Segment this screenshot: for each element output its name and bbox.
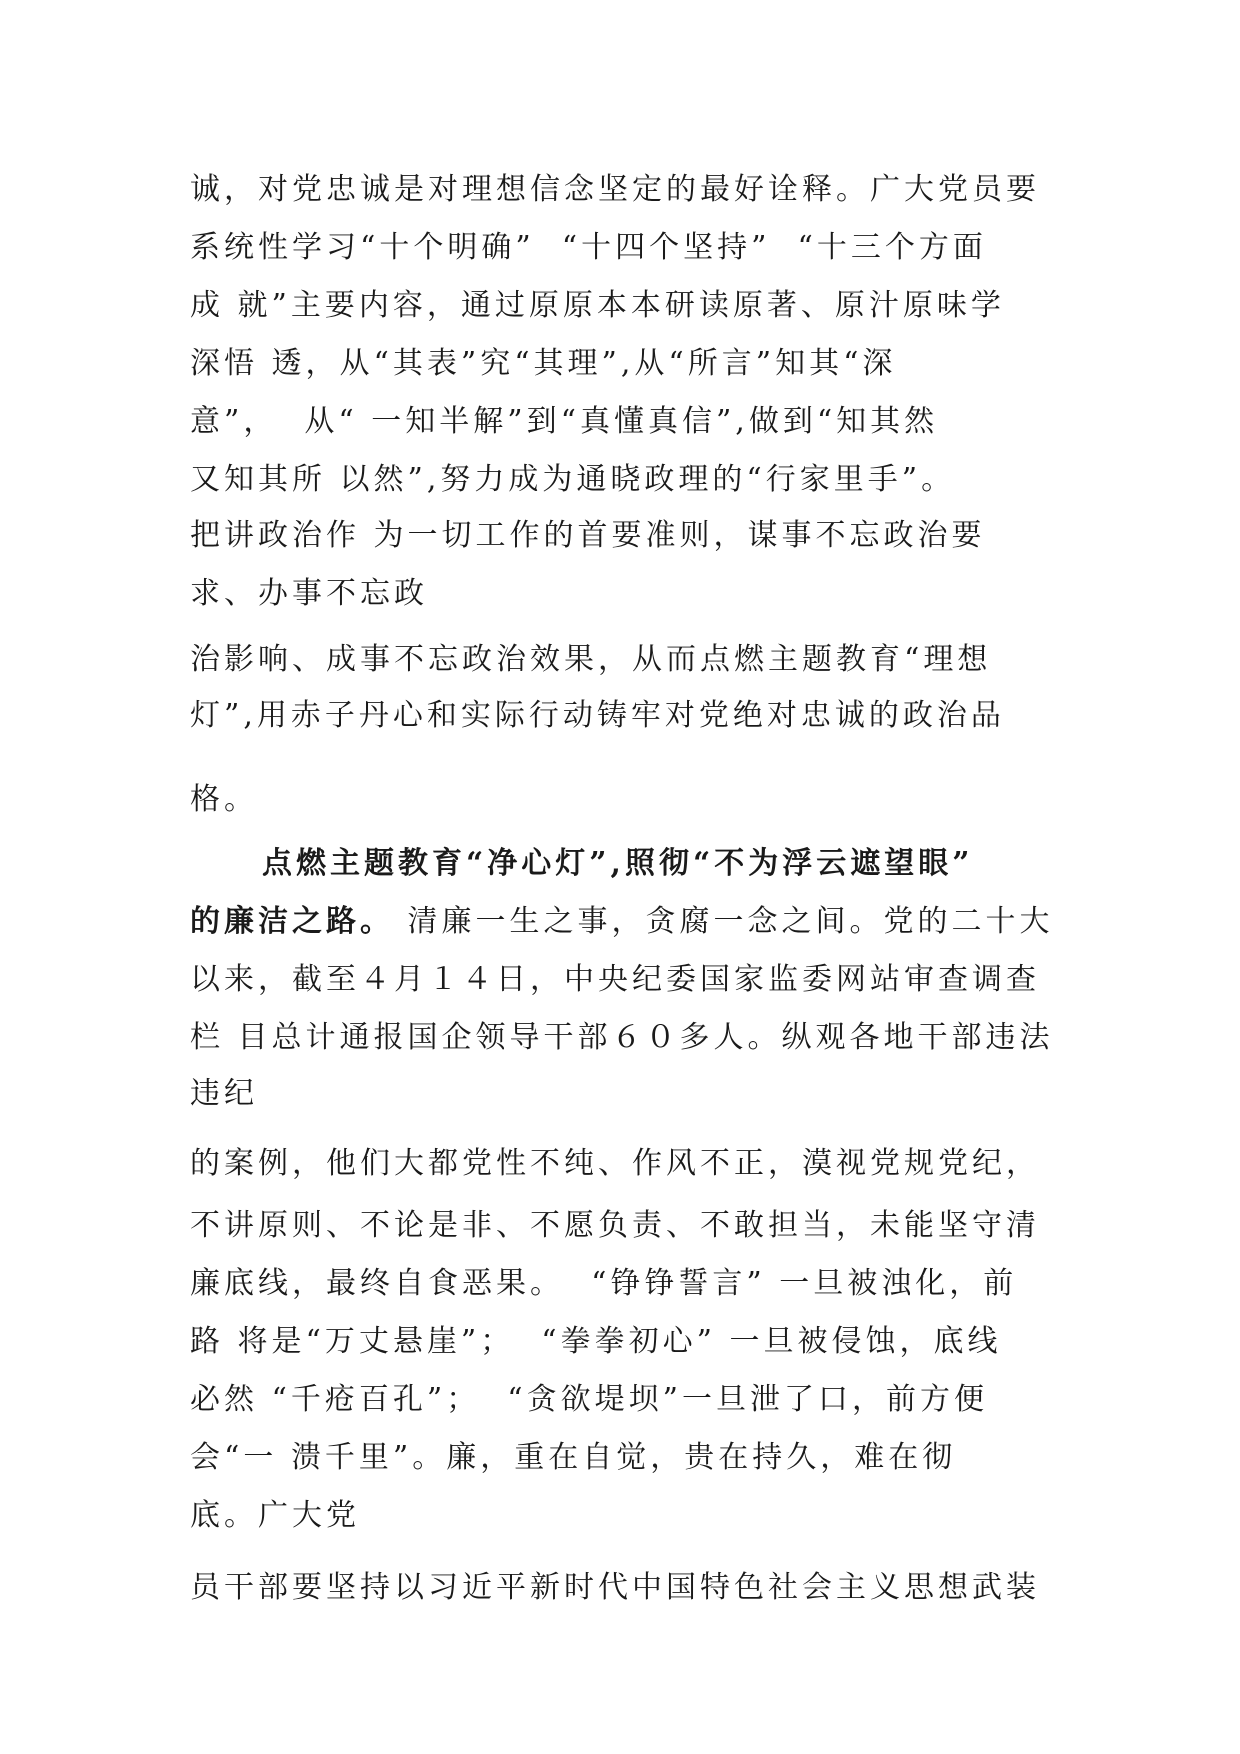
body-text-line: 的案例，他们大都党性不纯、作风不正，漠视党规党纪， [190,1146,1040,1181]
body-text-line: 底。广大党 [190,1498,360,1533]
body-text-line: 格。 [190,782,258,817]
section-heading-end: 的廉洁之路。 [190,904,394,939]
body-text-line: 灯”,用赤子丹心和实际行动铸牢对党绝对忠诚的政治品 [190,698,1005,733]
body-text-line: 违纪 [190,1076,258,1111]
body-text-line: 会“一 溃千里”。廉，重在自觉，贵在持久，难在彻 [190,1440,957,1475]
body-text-line: 必然 “千疮百孔”； “贪欲堤坝”一旦泄了口，前方便 [190,1382,988,1417]
body-text-line: 求、办事不忘政 [190,576,428,611]
body-text-line: 廉底线，最终自食恶果。 “铮铮誓言” 一旦被浊化，前 [190,1266,1018,1301]
body-text-segment: 清廉一生之事，贪腐一念之间。党的二十大 [394,904,1054,939]
body-text-line [190,902,1054,942]
body-text-line: 把讲政治作 为一切工作的首要准则，谋事不忘政治要 [190,518,986,553]
body-text-line: 诚，对党忠诚是对理想信念坚定的最好诠释。广大党员要 [190,172,1040,207]
body-text-line: 栏 目总计通报国企领导干部６０多人。纵观各地干部违法 [190,1020,1054,1055]
body-text-line: 员干部要坚持以习近平新时代中国特色社会主义思想武装 [190,1570,1040,1605]
body-text-line: 又知其所 以然”,努力成为通晓政理的“行家里手”。 [190,462,956,497]
body-text-line: 成 就”主要内容，通过原原本本研读原著、原汁原味学 [190,288,1005,323]
body-text-line: 系统性学习“十个明确” “十四个坚持” “十三个方面 [190,230,987,265]
body-text-line: 路 将是“万丈悬崖”； “拳拳初心” 一旦被侵蚀，底线 [190,1324,1002,1359]
section-heading: 点燃主题教育“净心灯”,照彻“不为浮云遮望眼” [262,846,974,881]
body-text-line: 意”， 从“ 一知半解”到“真懂真信”,做到“知其然 [190,404,939,439]
body-text-line: 不讲原则、不论是非、不愿负责、不敢担当，未能坚守清 [190,1208,1040,1243]
body-text-line: 深悟 透，从“其表”究“其理”,从“所言”知其“深 [190,346,897,381]
body-text-line: 以来，截至４月１４日，中央纪委国家监委网站审查调查 [190,962,1040,997]
body-text-line: 治影响、成事不忘政治效果，从而点燃主题教育“理想 [190,642,992,677]
